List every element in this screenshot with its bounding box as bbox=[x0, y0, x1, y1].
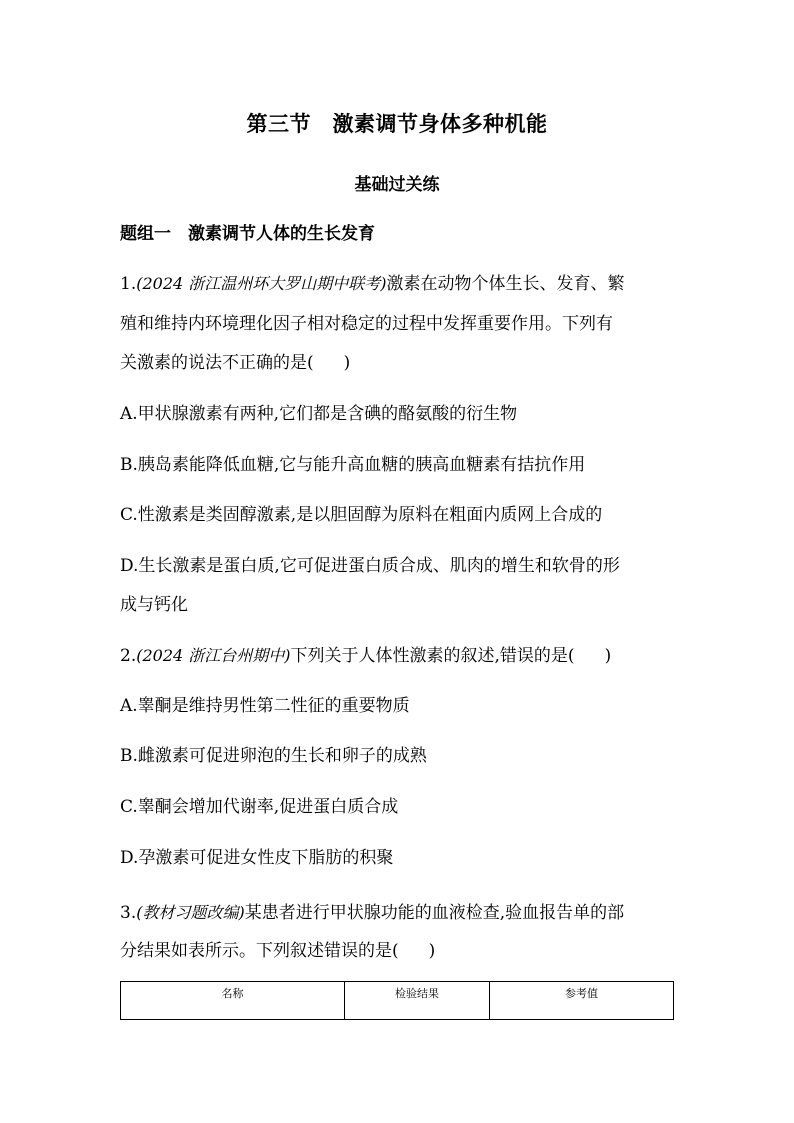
q3-source: (教材习题改编) bbox=[136, 903, 245, 922]
q3-stem-line2 bbox=[120, 939, 435, 963]
q3-number: 3. bbox=[120, 903, 137, 923]
q2-option-c: C.睾酮会增加代谢率,促进蛋白质合成 bbox=[120, 797, 399, 817]
group-heading: 题组一 激素调节人体的生长发育 bbox=[120, 224, 375, 244]
q2-stem-text: 下列关于人体性激素的叙述,错误的是( bbox=[290, 646, 575, 666]
q1-option-b: B.胰岛素能降低血糖,它与能升高血糖的胰高血糖素有拮抗作用 bbox=[120, 455, 586, 475]
q2-option-d: D.孕激素可促进女性皮下脂肪的积聚 bbox=[120, 848, 394, 868]
q1-source: (2024 浙江温州环大罗山期中联考) bbox=[136, 274, 387, 293]
q1-stem-line2: 殖和维持内环境理化因子相对稳定的过程中发挥重要作用。下列有 bbox=[120, 314, 613, 334]
q3-stem-text2: 分结果如表所示。下列叙述错误的是( bbox=[120, 941, 399, 961]
q2-source: (2024 浙江台州期中) bbox=[136, 646, 291, 665]
q1-option-a: A.甲状腺激素有两种,它们都是含碘的酪氨酸的衍生物 bbox=[120, 404, 518, 424]
lab-result-table bbox=[120, 981, 674, 1020]
q1-stem-line1 bbox=[120, 272, 625, 296]
q1-stem-text3: 关激素的说法不正确的是( bbox=[120, 353, 314, 373]
table-header-name: 名称 bbox=[121, 982, 345, 1020]
q3-stem-line1 bbox=[120, 901, 624, 925]
q2-number: 2. bbox=[120, 646, 137, 666]
q1-number: 1. bbox=[120, 274, 137, 294]
table-header-row bbox=[121, 982, 674, 1020]
section-title: 第三节 激素调节身体多种机能 bbox=[246, 112, 548, 136]
q1-stem-text1: 激素在动物个体生长、发育、繁 bbox=[386, 274, 625, 294]
q2-option-b: B.雌激素可促进卵泡的生长和卵子的成熟 bbox=[120, 746, 427, 766]
practice-subtitle: 基础过关练 bbox=[354, 175, 440, 195]
q1-option-d-line1: D.生长激素是蛋白质,它可促进蛋白质合成、肌肉的增生和软骨的形 bbox=[120, 556, 620, 576]
q1-option-c: C.性激素是类固醇激素,是以胆固醇为原料在粗面内质网上合成的 bbox=[120, 505, 603, 525]
q2-option-a: A.睾酮是维持男性第二性征的重要物质 bbox=[120, 696, 410, 716]
q1-stem-line3 bbox=[120, 351, 350, 375]
q3-stem-text1: 某患者进行甲状腺功能的血液检查,验血报告单的部 bbox=[244, 903, 625, 923]
q2-answer-paren-close: ) bbox=[604, 646, 612, 666]
q3-answer-paren-close: ) bbox=[428, 941, 436, 961]
q1-answer-paren-close: ) bbox=[343, 353, 351, 373]
q1-option-d-line2: 成与钙化 bbox=[120, 595, 188, 615]
q2-stem bbox=[120, 644, 611, 668]
table-header-result: 检验结果 bbox=[345, 982, 490, 1020]
table-header-reference: 参考值 bbox=[490, 982, 674, 1020]
